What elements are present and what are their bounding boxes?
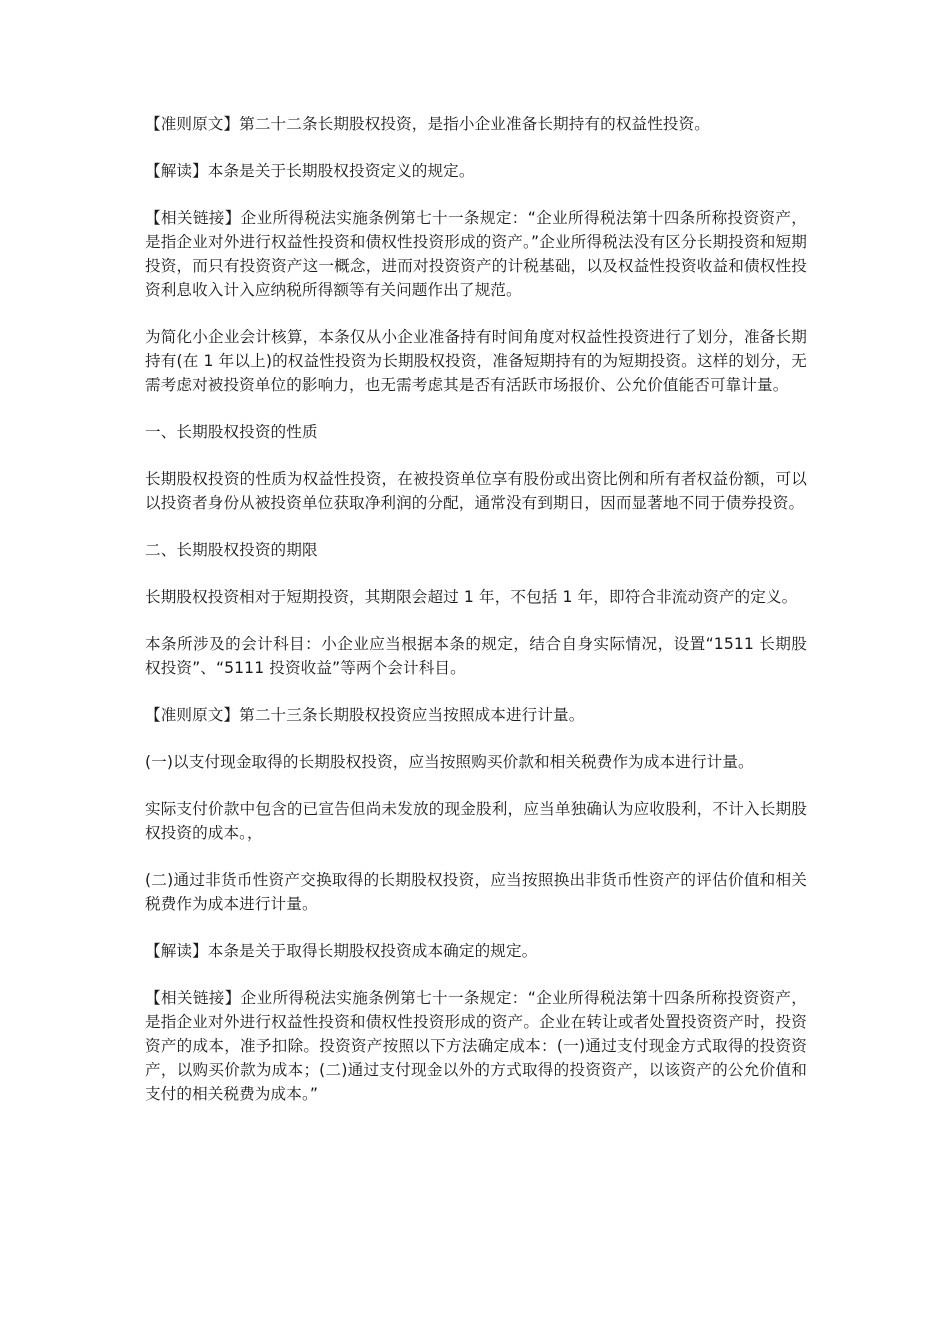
paragraph-simplification: 为简化小企业会计核算，本条仅从小企业准备持有时间角度对权益性投资进行了划分，准备长期持有(在 1 年以上)的权益性投资为长期股权投资，准备短期持有的为短期投资。这样的划分，无需考虑对被投资单位的影响力，也无需考虑其是否有活跃市场报价、公允价值能否可靠计量。 (145, 328, 807, 394)
section-heading-nature: 一、长期股权投资的性质 (145, 423, 318, 441)
paragraph-cash-acquisition: (一)以支付现金取得的长期股权投资，应当按照购买价款和相关税费作为成本进行计量。 (145, 753, 754, 771)
paragraph-term: 长期股权投资相对于短期投资，其期限会超过 1 年，不包括 1 年，即符合非流动资产的定义。 (145, 588, 798, 606)
document-body (145, 112, 807, 1129)
paragraph-non-monetary-exchange: (二)通过非货币性资产交换取得的长期股权投资，应当按照换出非货币性资产的评估价值和相关税费作为成本进行计量。 (145, 871, 807, 913)
section-heading-term: 二、长期股权投资的期限 (145, 541, 318, 559)
paragraph-standard-text-22: 【准则原文】第二十二条长期股权投资，是指小企业准备长期持有的权益性投资。 (145, 115, 710, 133)
paragraph-related-link-23: 【相关链接】企业所得税法实施条例第七十一条规定：“企业所得税法第十四条所称投资资产，是指企业对外进行权益性投资和债权性投资形成的资产。企业在转让或者处置投资资产时，投资资产的成本，准予扣除。投资资产按照以下方法确定成本：(一)通过支付现金方式取得的投资资产，以购买价款为成本；(二)通过支付现金以外的方式取得的投资资产，以该资产的公允价值和支付的相关税费为成本。” (145, 989, 807, 1103)
paragraph-nature: 长期股权投资的性质为权益性投资，在被投资单位享有股份或出资比例和所有者权益份额，可以以投资者身份从被投资单位获取净利润的分配，通常没有到期日，因而显著地不同于债券投资。 (145, 470, 807, 512)
paragraph-dividends: 实际支付价款中包含的已宣告但尚未发放的现金股利，应当单独确认为应收股利，不计入长期股权投资的成本。， (145, 800, 807, 842)
paragraph-standard-text-23: 【准则原文】第二十三条长期股权投资应当按照成本进行计量。 (145, 706, 585, 724)
paragraph-accounting-subjects: 本条所涉及的会计科目：小企业应当根据本条的规定，结合自身实际情况，设置“1511 长期股权投资”、“5111 投资收益”等两个会计科目。 (145, 635, 807, 677)
paragraph-interpretation-23: 【解读】本条是关于取得长期股权投资成本确定的规定。 (145, 942, 538, 960)
paragraph-related-link-22: 【相关链接】企业所得税法实施条例第七十一条规定：“企业所得税法第十四条所称投资资产，是指企业对外进行权益性投资和债权性投资形成的资产。”企业所得税法没有区分长期投资和短期投资，而只有投资资产这一概念，进而对投资资产的计税基础，以及权益性投资收益和债权性投资利息收入计入应纳税所得额等有关问题作出了规范。 (145, 209, 807, 299)
paragraph-interpretation-22: 【解读】本条是关于长期股权投资定义的规定。 (145, 162, 475, 180)
